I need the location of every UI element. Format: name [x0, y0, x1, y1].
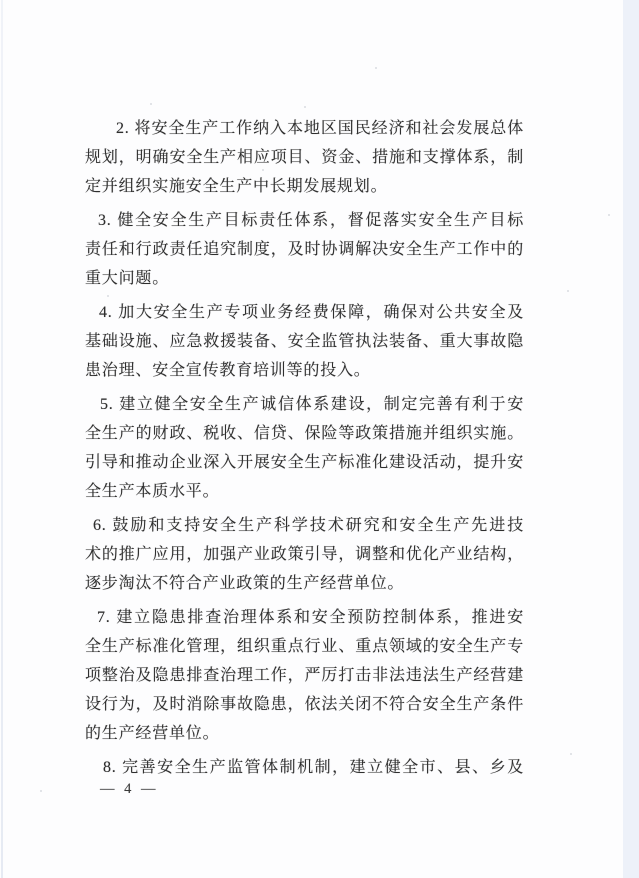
scan-speck [375, 67, 377, 69]
text-line: 责任和行政责任追究制度，及时协调解决安全生产工作中的 [85, 241, 524, 258]
paragraph-item-6 [85, 511, 524, 598]
text-line: 7. 建立隐患排查治理体系和安全预防控制体系，推进安 [97, 609, 524, 626]
scan-speck [107, 295, 109, 297]
text-line: 患治理、安全宣传教育培训等的投入。 [85, 362, 371, 379]
scan-speck [567, 290, 569, 292]
text-line: 全生产标准化管理，组织重点行业、重点领域的安全生产专 [85, 638, 524, 655]
text-line: 的生产经营单位。 [85, 725, 220, 742]
text-line: 3. 健全安全生产目标责任体系，督促落实安全生产目标 [98, 212, 524, 229]
scan-right-edge-strip [623, 0, 639, 878]
text-line: 2. 将安全生产工作纳入本地区国民经济和社会发展总体 [116, 120, 524, 137]
text-line: 重大问题。 [85, 270, 170, 287]
paragraph-item-5 [85, 390, 524, 506]
document-body [85, 114, 524, 787]
scan-speck [220, 307, 222, 309]
text-line: 规划，明确安全生产相应项目、资金、措施和支撑体系，制 [85, 149, 524, 166]
scan-speck [262, 169, 264, 171]
scan-speck [608, 214, 610, 216]
text-line: 4. 加大安全生产专项业务经费保障，确保对公共安全及 [99, 304, 524, 321]
text-line: 项整治及隐患排查治理工作，严厉打击非法违法生产经营建 [85, 667, 524, 684]
scan-speck [274, 217, 276, 219]
paragraph-item-8 [85, 753, 524, 782]
scan-left-edge-line [1, 0, 3, 878]
paragraph-item-4 [85, 298, 524, 385]
paragraph-item-3 [85, 206, 524, 293]
scan-speck [220, 150, 222, 152]
page-number: — 4 — [100, 781, 159, 797]
text-line: 8. 完善安全生产监管体制机制，建立健全市、县、乡及 [103, 759, 524, 776]
text-line: 术的推广应用，加强产业政策引导，调整和优化产业结构， [85, 546, 524, 563]
scan-speck [570, 753, 572, 755]
scan-speck [304, 106, 306, 108]
text-line: 设行为，及时消除事故隐患，依法关闭不符合安全生产条件 [85, 696, 524, 713]
text-line: 6. 鼓励和支持安全生产科学技术研究和安全生产先进技 [93, 517, 524, 534]
paragraph-item-7 [85, 603, 524, 748]
text-line: 引导和推动企业深入开展安全生产标准化建设活动，提升安 [85, 454, 524, 471]
text-line: 全生产本质水平。 [85, 483, 220, 500]
scan-speck [150, 103, 152, 105]
text-line: 定并组织实施安全生产中长期发展规划。 [85, 178, 388, 195]
scan-speck [40, 790, 42, 792]
text-line: 基础设施、应急救援装备、安全监管执法装备、重大事故隐 [85, 333, 524, 350]
text-line: 逐步淘汰不符合产业政策的生产经营单位。 [85, 575, 405, 592]
paragraph-item-2 [85, 114, 524, 201]
text-line: 全生产的财政、税收、信贷、保险等政策措施并组织实施。 [85, 425, 524, 442]
text-line: 5. 建立健全安全生产诚信体系建设，制定完善有利于安 [100, 396, 524, 413]
